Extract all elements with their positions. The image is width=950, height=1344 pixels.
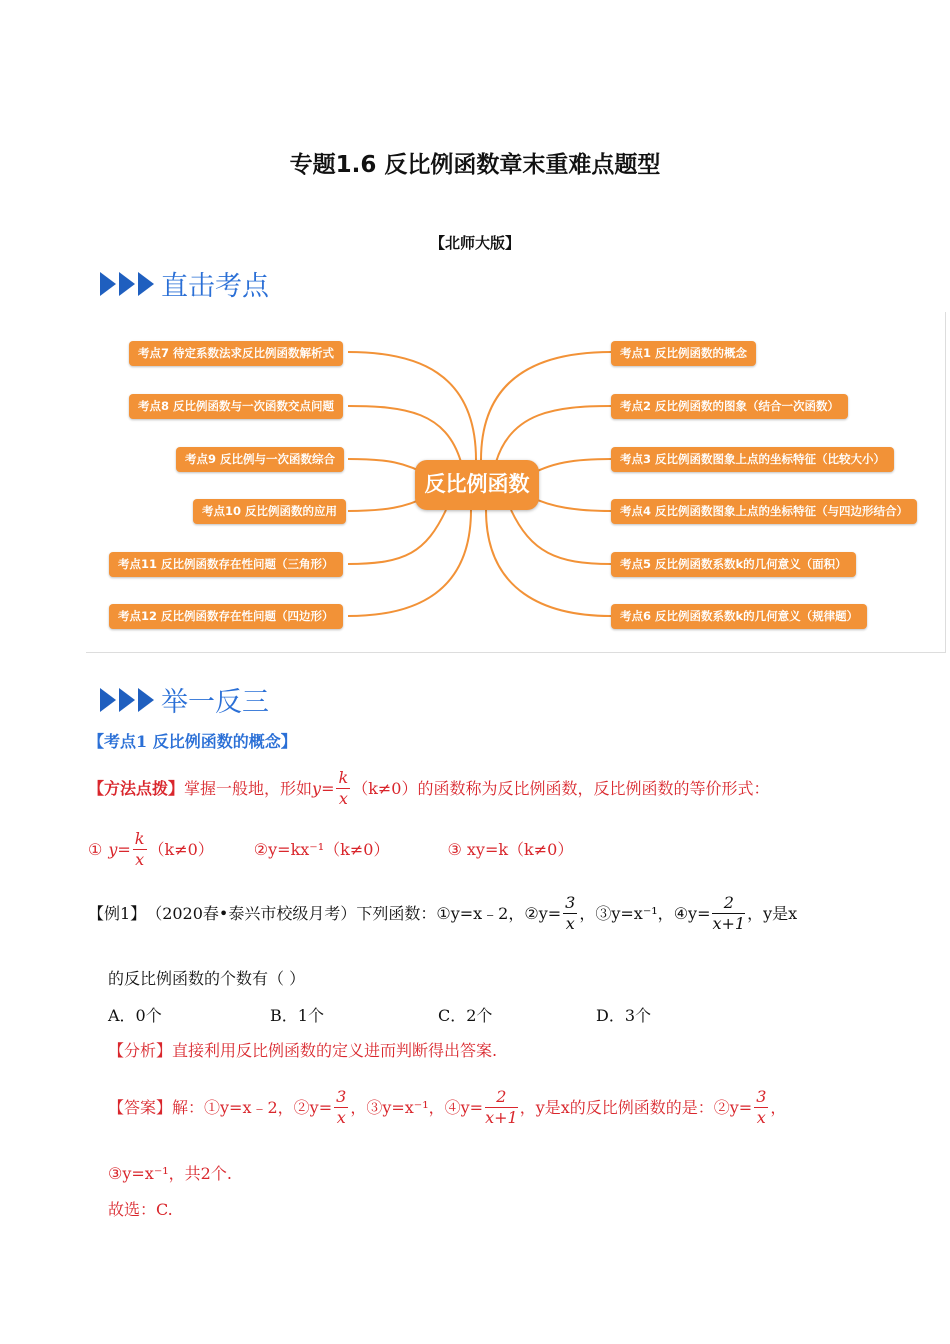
mind-map-node: 考点1 反比例函数的概念 (611, 341, 756, 366)
fraction: $\frac{3}{x}$ (336, 1087, 347, 1127)
mind-map-node: 考点9 反比例与一次函数综合 (176, 447, 344, 472)
fraction: $\frac{3}{x}$ (565, 893, 576, 933)
section-heading-1 (100, 264, 269, 303)
fraction: $\frac{3}{x}$ (756, 1087, 767, 1127)
triangle-arrow-icon (119, 272, 135, 296)
example-label: 【例1】 (88, 903, 147, 923)
form-2: ②y=kx⁻¹（k≠0） (253, 839, 390, 859)
analysis-label: 【分析】 (108, 1041, 173, 1060)
section-title: 直击考点 (161, 271, 269, 302)
mind-map-center: 反比例函数 (415, 460, 539, 510)
mind-map-node: 考点4 反比例函数图象上点的坐标特征（与四边形结合） (611, 499, 917, 524)
analysis-paragraph: 【分析】直接利用反比例函数的定义进而判断得出答案. (108, 1041, 498, 1060)
example-question: 的反比例函数的个数有（ ） (108, 969, 306, 988)
mind-map-node: 考点10 反比例函数的应用 (193, 499, 346, 524)
triangle-arrow-icon (138, 272, 154, 296)
mind-map-node: 考点3 反比例函数图象上点的坐标特征（比较大小） (611, 447, 894, 472)
fraction: $\frac{2}{x+1}$ (712, 893, 746, 933)
example-paragraph: 【例1】 （2020春•泰兴市校级月考）下列函数： ①y=x﹣2， ②y= $\frac{3}{x}$ ，③y=x⁻¹， ④y= $\frac{2}{x+1}$ ，y是x (88, 893, 798, 933)
equivalent-forms: ① y = $\frac{k}{x}$ （k≠0） ②y=kx⁻¹（k≠0） ③ xy=k（k≠0） (88, 829, 574, 869)
answer-line-2: ③y=x⁻¹，共2个. (108, 1164, 232, 1183)
form-3: ③ xy=k（k≠0） (447, 839, 574, 859)
method-label: 【方法点拨】 (88, 778, 185, 798)
method-text: 掌握一般地，形如 (184, 778, 313, 798)
section-heading-2 (100, 680, 269, 719)
mind-map (86, 312, 946, 653)
page-title: 专题1.6 反比例函数章末重难点题型 (289, 152, 661, 178)
triangle-arrow-icon (100, 688, 116, 712)
method-text: （k≠0）的函数称为反比例函数，反比例函数的等价形式： (352, 778, 770, 798)
edition-label: 【北师大版】 (429, 234, 520, 252)
triangle-arrow-icon (119, 688, 135, 712)
mind-map-node: 考点12 反比例函数存在性问题（四边形） (109, 604, 343, 629)
answer-paragraph: 【答案】 解：①y=x﹣2，②y= $\frac{3}{x}$ ，③y=x⁻¹，④y= $\frac{2}{x+1}$ ，y是x的反比例函数的是：②y= $\frac{3}{x}$ ， (108, 1087, 787, 1127)
form-1: ① (88, 839, 103, 859)
mind-map-node: 考点8 反比例函数与一次函数交点问题 (129, 394, 343, 419)
method-paragraph: 【方法点拨】 掌握一般地，形如 y = $\frac{k}{x}$ （k≠0）的函数称为反比例函数，反比例函数的等价形式： (88, 768, 770, 808)
answer-label: 【答案】 (108, 1097, 173, 1117)
topic-heading: 【考点1 反比例函数的概念】 (88, 732, 297, 751)
fraction: $\frac{k}{x}$ (338, 768, 349, 808)
triangle-arrow-icon (100, 272, 116, 296)
mind-map-node: 考点7 待定系数法求反比例函数解析式 (129, 341, 343, 366)
option-d: D．3个 (596, 1006, 652, 1025)
mind-map-node: 考点11 反比例函数存在性问题（三角形） (109, 552, 343, 577)
mind-map-node: 考点6 反比例函数系数k的几何意义（规律题） (611, 604, 867, 629)
answer-choice: 故选：C. (108, 1200, 173, 1219)
mind-map-node: 考点2 反比例函数的图象（结合一次函数） (611, 394, 848, 419)
option-a: A．0个 (108, 1006, 162, 1025)
section-title: 举一反三 (161, 687, 269, 718)
option-c: C．2个 (438, 1006, 493, 1025)
fraction: $\frac{2}{x+1}$ (485, 1087, 518, 1127)
option-b: B．1个 (270, 1006, 324, 1025)
fraction: $\frac{k}{x}$ (134, 829, 145, 869)
triangle-arrow-icon (138, 688, 154, 712)
mind-map-node: 考点5 反比例函数系数k的几何意义（面积） (611, 552, 856, 577)
